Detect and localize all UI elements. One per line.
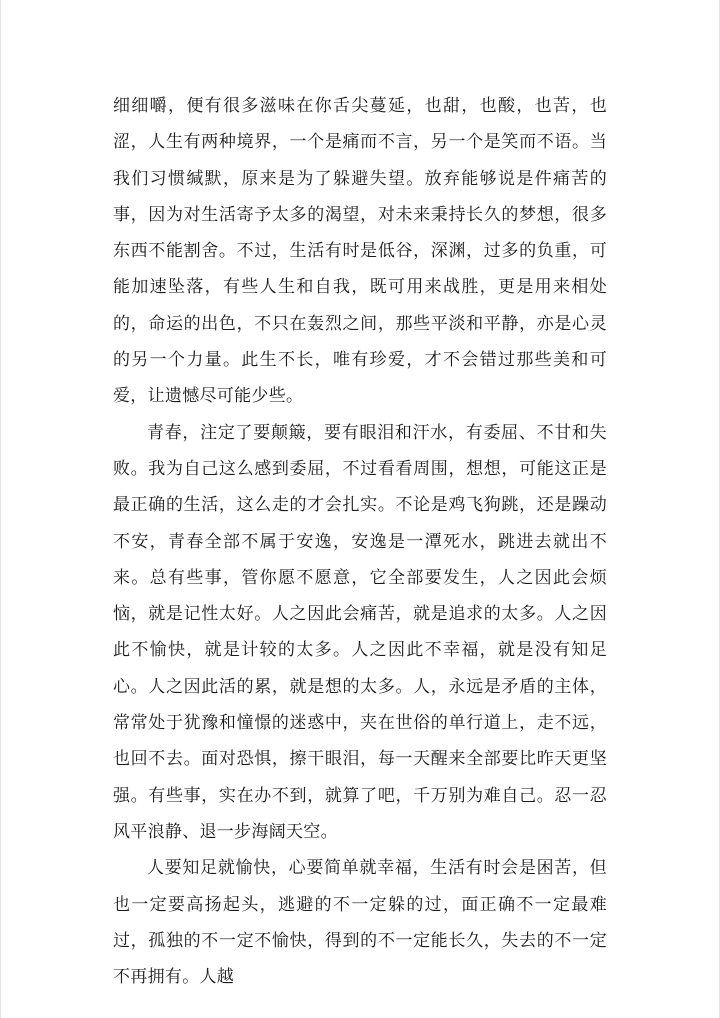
paragraph-1: 细细嚼，便有很多滋味在你舌尖蔓延，也甜，也酸，也苦，也涩，人生有两种境界，一个是痛而不言，另一个是笑而不语。当我们习惯缄默，原来是为了躲避失望。放弃能够说是件痛苦的事，因为对生活寄予太多的渴望，对未来秉持长久的梦想，很多东西不能割舍。不过，生活有时是低谷，深渊，过多的负重，可能加速坠落，有些人生和自我，既可用来战胜，更是用来相处的，命运的出色，不只在轰烈之间，那些平淡和平静，亦是心灵的另一个力量。此生不长，唯有珍爱，才不会错过那些美和可爱，让遗憾尽可能少些。 xyxy=(113,96,607,407)
paragraph-2: 青春，注定了要颠簸，要有眼泪和汗水，有委屈、不甘和失败。我为自己这么感到委屈，不过看看周围，想想，可能这正是最正确的生活，这么走的才会扎实。不论是鸡飞狗跳，还是躁动不安，青春全部不属于安逸，安逸是一潭死水，跳进去就出不来。总有些事，管你愿不愿意，它全部要发生，人之因此会烦恼，就是记性太好。人之因此会痛苦，就是追求的太多。人之因此不愉快，就是计较的太多。人之因此不幸福，就是没有知足心。人之因此活的累，就是想的太多。人，永远是矛盾的主体，常常处于犹豫和憧憬的迷惑中，夹在世俗的单行道上，走不远，也回不去。面对恐惧，擦干眼泪，每一天醒来全部要比昨天更坚强。有些事，实在办不到，就算了吧，千万别为难自己。忍一忍风平浪静、退一步海阔天空。 xyxy=(113,422,607,842)
paragraph-3: 人要知足就愉快，心要简单就幸福，生活有时会是困苦，但也一定要高扬起头，逃避的不一定躲的过，面正确不一定最难过，孤独的不一定不愉快，得到的不一定能长久，失去的不一定不再拥有。人越 xyxy=(113,858,607,988)
document-body xyxy=(113,88,607,995)
